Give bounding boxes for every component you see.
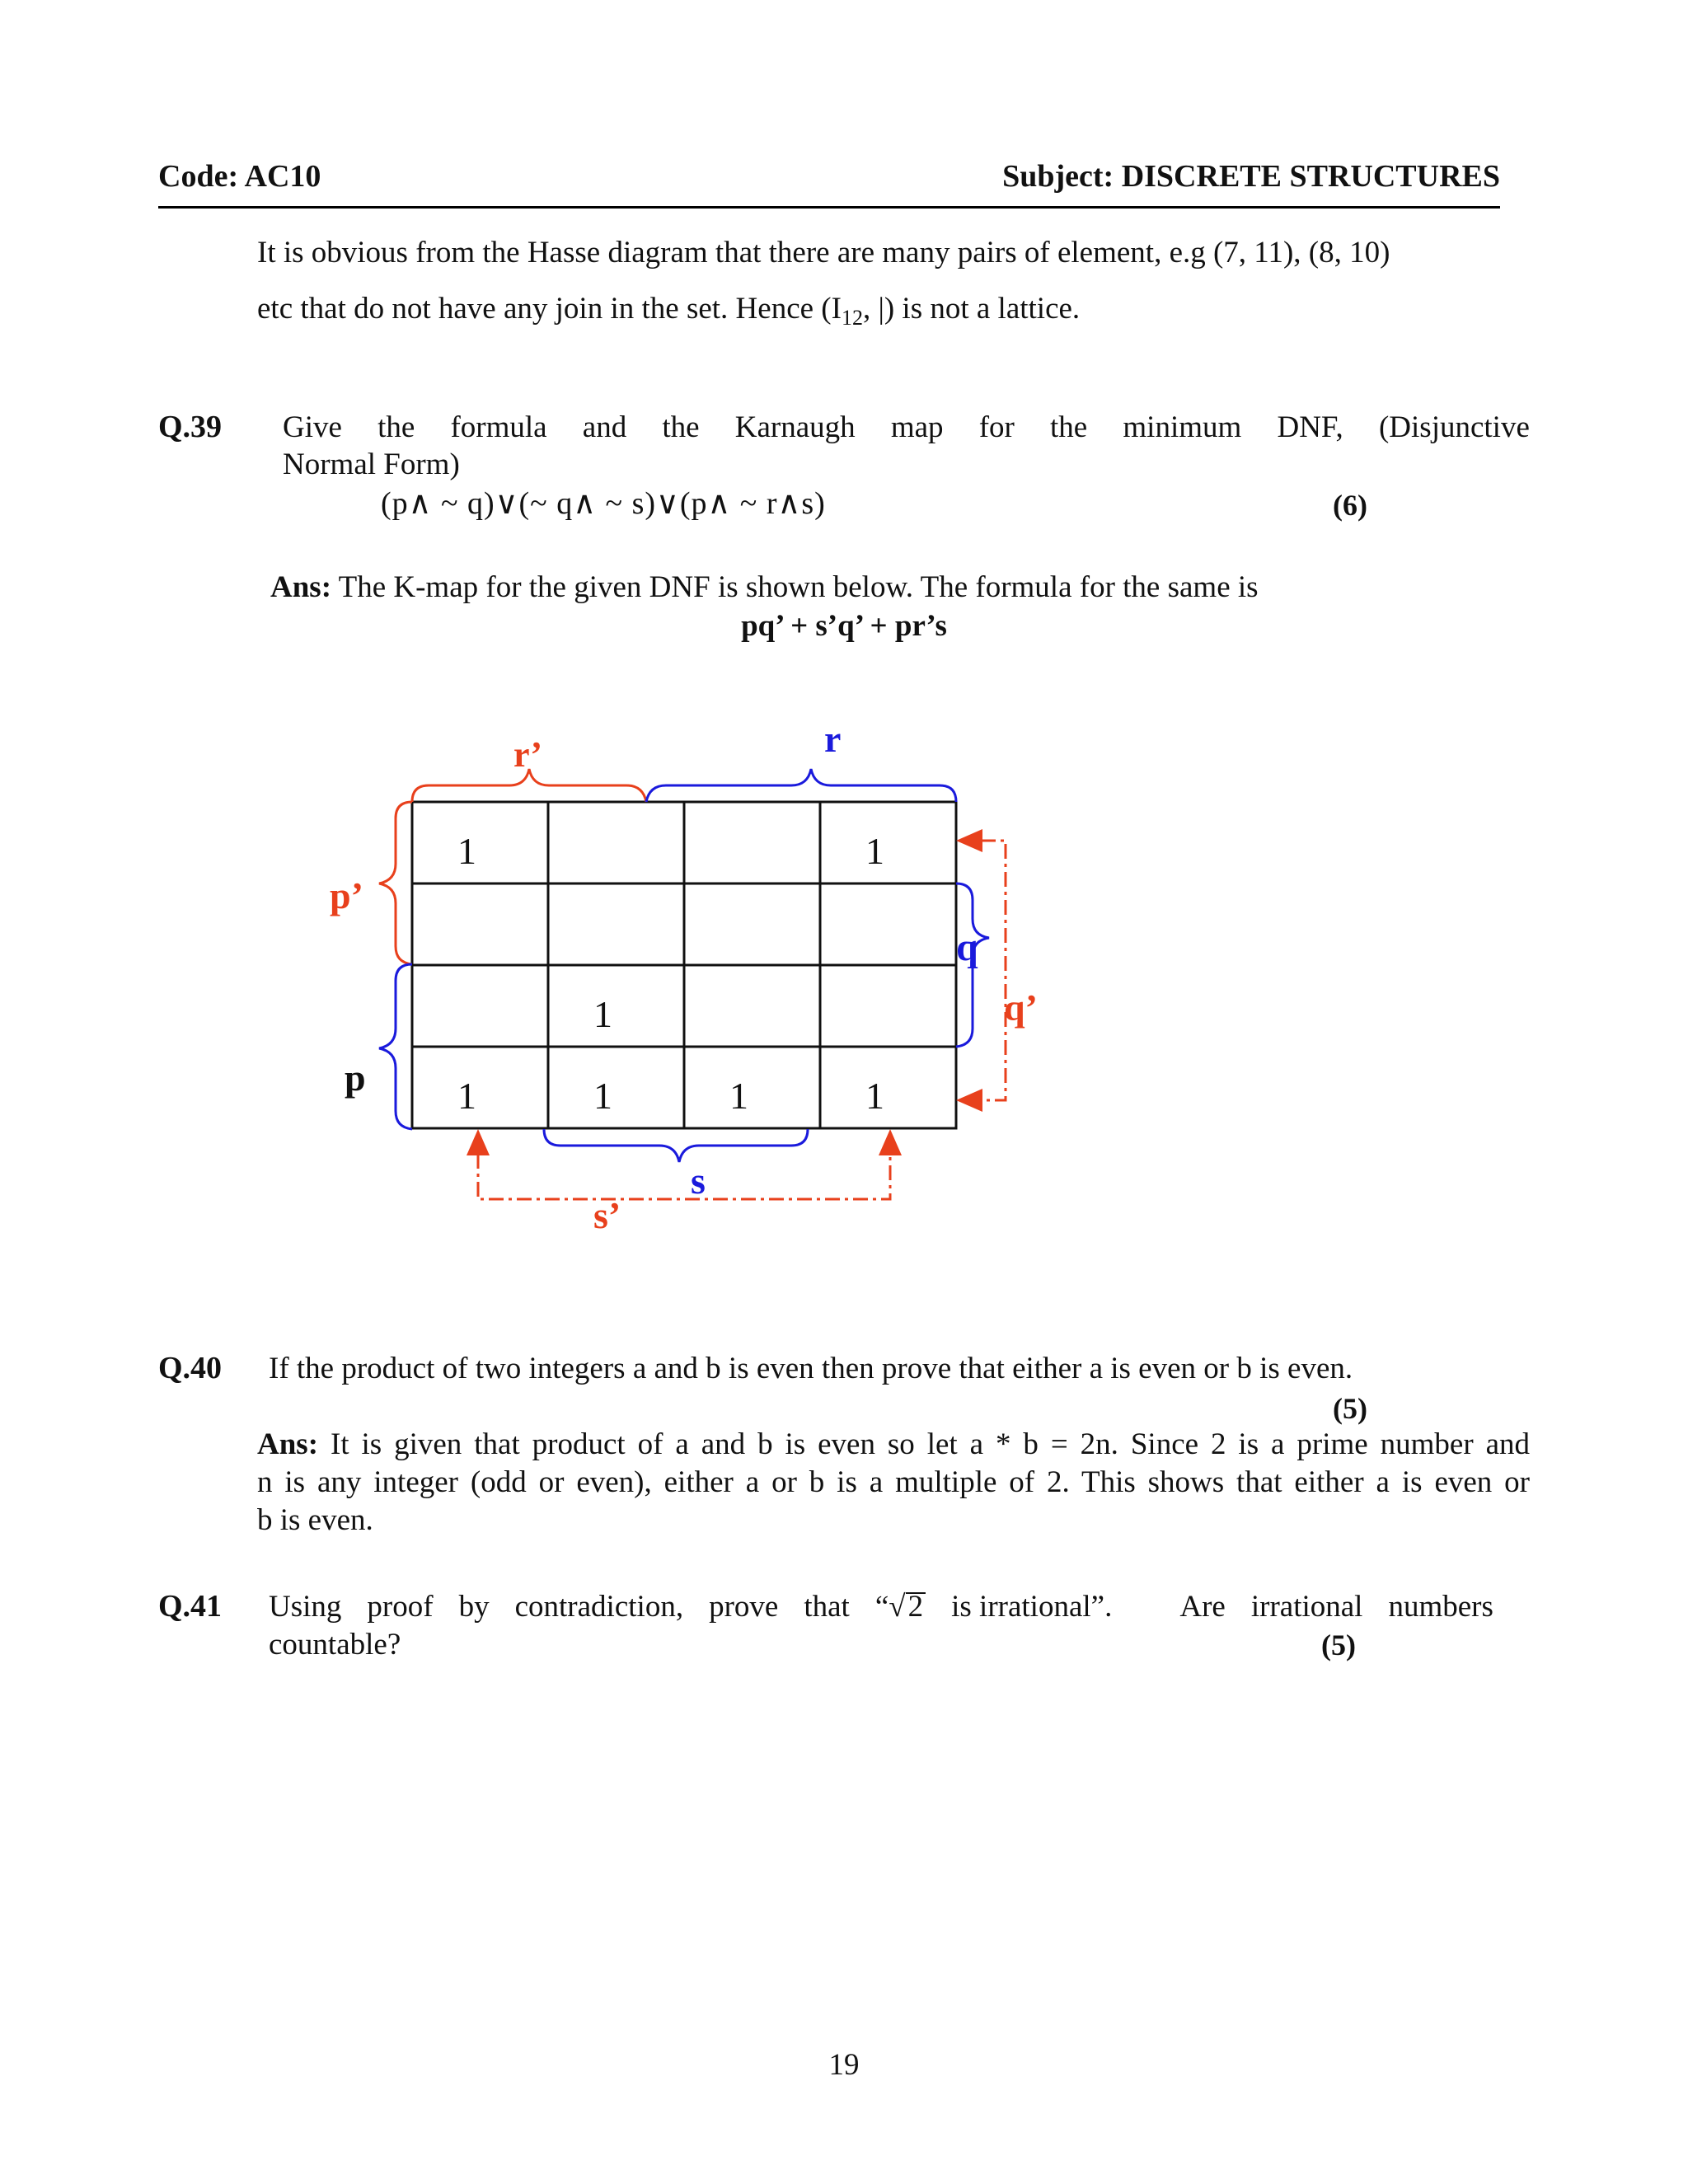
kmap-label-s-prime: s’ [593,1194,621,1236]
prev-answer-subscript: 12 [841,306,863,330]
kmap-label-p: p [345,1057,366,1099]
q39-word: the [377,410,415,444]
kmap-label-r-prime: r’ [513,734,542,775]
q40-answer-text: It is given that product of a and b is even so let a * b = 2n. Since 2 is a prime number and [318,1427,1530,1461]
q41-radicand: 2 [906,1592,926,1620]
q39-formula: (p∧ ~ q)∨(~ q∧ ~ s)∨(p∧ ~ r∧s) [381,486,826,521]
q41-question-line-1 [269,1588,1493,1626]
q40-answer-line-2: n is any integer (odd or even), either a or b is a multiple of 2. This shows that either a is even or [257,1465,1530,1499]
q39-word: formula [450,410,547,444]
s-prime-arrow-left [467,1129,490,1155]
q40-question: If the product of two integers a and b is even then prove that either a is even or b is even. [269,1352,1353,1385]
kmap-label-q: q [956,926,978,969]
s-prime-arrow-right [879,1129,902,1155]
r-brace [646,769,956,802]
q41-word: numbers [1388,1590,1493,1624]
q41-word: that [804,1590,850,1624]
kmap-label-q-prime: q’ [1004,987,1038,1029]
q41-word: contradiction, [514,1590,684,1624]
q41-quote-open: “ [874,1590,889,1624]
q39-word: Give [283,410,342,444]
q39-answer-text: The K-map for the given DNF is shown below. The formula for the same is [331,570,1259,604]
q41-radical: √ [889,1590,906,1624]
q41-word: irrational [1250,1590,1363,1624]
q41-word: Are [1179,1590,1226,1624]
q40-marks: (5) [1333,1392,1367,1425]
prev-answer-line-2-text: etc that do not have any join in the set. Hence (I [257,292,842,326]
kmap-cell-value: 1 [865,830,884,872]
q39-marks: (6) [1333,489,1367,522]
q39-word: the [1050,410,1088,444]
q41-number: Q.41 [158,1589,223,1624]
q-prime-arrow-bottom [956,1089,982,1112]
karnaugh-map [297,717,1039,1253]
kmap-label-p-prime: p’ [330,874,363,916]
q41-irrational-claim: is irrational”. [951,1590,1113,1624]
q39-question-line-1 [283,409,1530,447]
prev-answer-line-1: It is obvious from the Hasse diagram that there are many pairs of element, e.g (7, 11), (8, 10) [257,236,1390,269]
kmap-cell-value: 1 [457,830,476,872]
header-subject: Subject: DISCRETE STRUCTURES [1002,159,1500,194]
q41-question-line-2: countable? [269,1628,401,1661]
kmap-cell-value: 1 [593,993,612,1035]
prev-answer-line-2-tail: , |) is not a lattice. [862,292,1081,326]
kmap-label-r: r [824,718,842,760]
q39-result-formula: pq’ + s’q’ + pr’s [741,609,947,643]
q39-word: (Disjunctive [1378,410,1530,444]
s-prime-connector [478,1154,890,1199]
p-prime-brace [379,802,412,964]
q40-answer-label: Ans: [257,1427,319,1461]
q-prime-arrow-top [956,829,982,852]
kmap-cell-value: 1 [729,1075,748,1117]
q41-marks: (5) [1321,1629,1356,1661]
q41-word: by [458,1590,490,1624]
header-code: Code: AC10 [158,159,321,194]
q39-answer-label: Ans: [270,570,332,604]
q41-sqrt-expression [875,1588,926,1626]
q39-word: DNF, [1277,410,1343,444]
q39-question-line-2: Normal Form) [283,448,460,481]
kmap-cell-value: 1 [865,1075,884,1117]
q40-number: Q.40 [158,1351,223,1385]
q39-word: and [582,410,627,444]
kmap-label-s: s [691,1160,706,1202]
kmap-cell-value: 1 [457,1075,476,1117]
s-brace [544,1129,808,1162]
q39-answer [270,569,1259,607]
q39-word: map [890,410,944,444]
q40-answer-line-3: b is even. [257,1503,373,1537]
q41-word: proof [367,1590,434,1624]
kmap-cell-value: 1 [593,1075,612,1117]
q41-word: Using [269,1590,342,1624]
q41-word: prove [709,1590,779,1624]
page-number: 19 [828,2048,860,2082]
q39-word: the [662,410,700,444]
header-rule [158,206,1500,209]
q39-word: minimum [1123,410,1242,444]
q39-number: Q.39 [158,410,223,444]
q39-word: Karnaugh [734,410,856,444]
p-brace [379,964,412,1129]
q39-word: for [978,410,1015,444]
q-prime-connector [981,841,1006,1100]
q40-answer-line-1 [257,1426,1530,1464]
prev-answer-line-2 [257,290,1080,337]
